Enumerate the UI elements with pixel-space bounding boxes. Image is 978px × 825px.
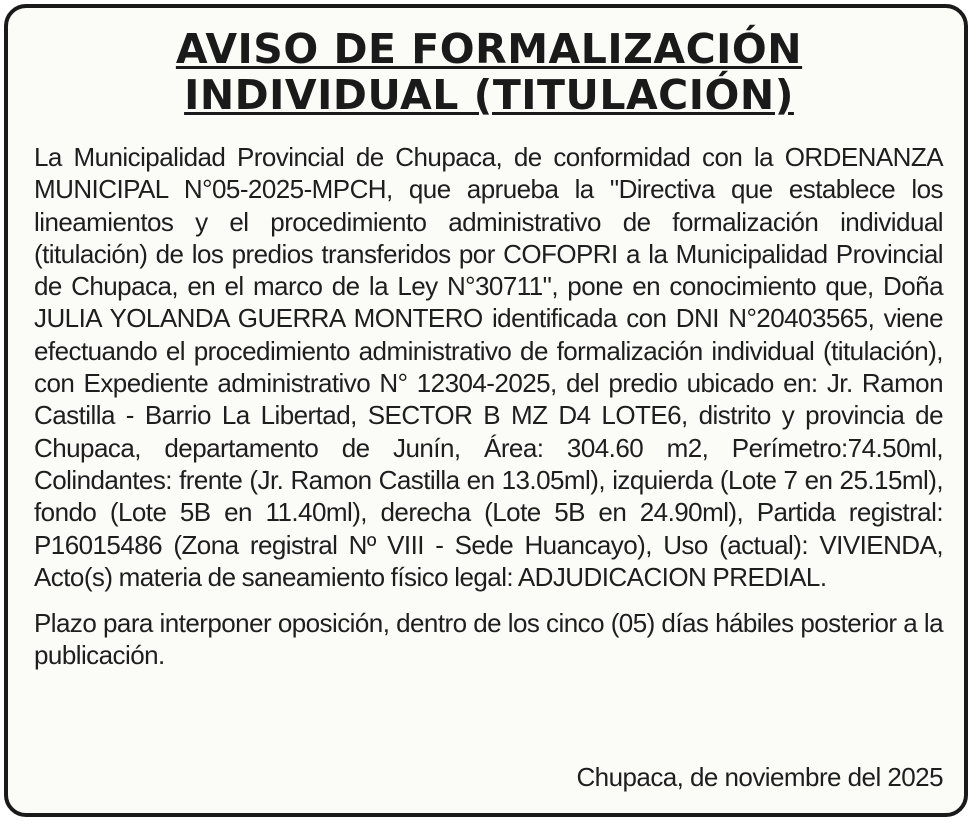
notice-body	[34, 141, 943, 686]
notice-title	[0, 26, 978, 118]
notice-paragraph-deadline: Plazo para interponer oposición, dentro de los cinco (05) días hábiles posterior a la publicación.	[34, 608, 943, 671]
notice-paragraph-main: La Municipalidad Provincial de Chupaca, de conformidad con la ORDENANZA MUNICIPAL N°05-2025-MPCH, que aprueba la "Directiva que establece los lineamientos y el procedimiento administrativo de formalización individual (titulación) de los predios transferidos por COFOPRI a la Municipalidad Provincial de Chupaca, en el marco de la Ley N°30711", pone en conocimiento que, Doña JULIA YOLANDA GUERRA MONTERO identificada con DNI N°20403565, viene efectuando el procedimiento administrativo de formalización individual (titulación), con Expediente administrativo N° 12304-2025, del predio ubicado en: Jr. Ramon Castilla - Barrio La Libertad, SECTOR B MZ D4 LOTE6, distrito y provincia de Chupaca, departamento de Junín, Área: 304.60 m2, Perímetro:74.50ml, Colindantes: frente (Jr. Ramon Castilla en 13.05ml), izquierda (Lote 7 en 25.15ml), fondo (Lote 5B en 11.40ml), derecha (Lote 5B en 24.90ml), Partida registral: P16015486 (Zona registral Nº VIII - Sede Huancayo), Uso (actual): VIVIENDA, Acto(s) materia de saneamiento físico legal: ADJUDICACION PREDIAL.	[34, 142, 943, 592]
notice-signature: Chupaca, de noviembre del 2025	[576, 762, 943, 792]
notice-title-line-2: INDIVIDUAL (TITULACIÓN)	[184, 71, 794, 119]
notice-title-line-1: AVISO DE FORMALIZACIÓN	[175, 25, 803, 73]
